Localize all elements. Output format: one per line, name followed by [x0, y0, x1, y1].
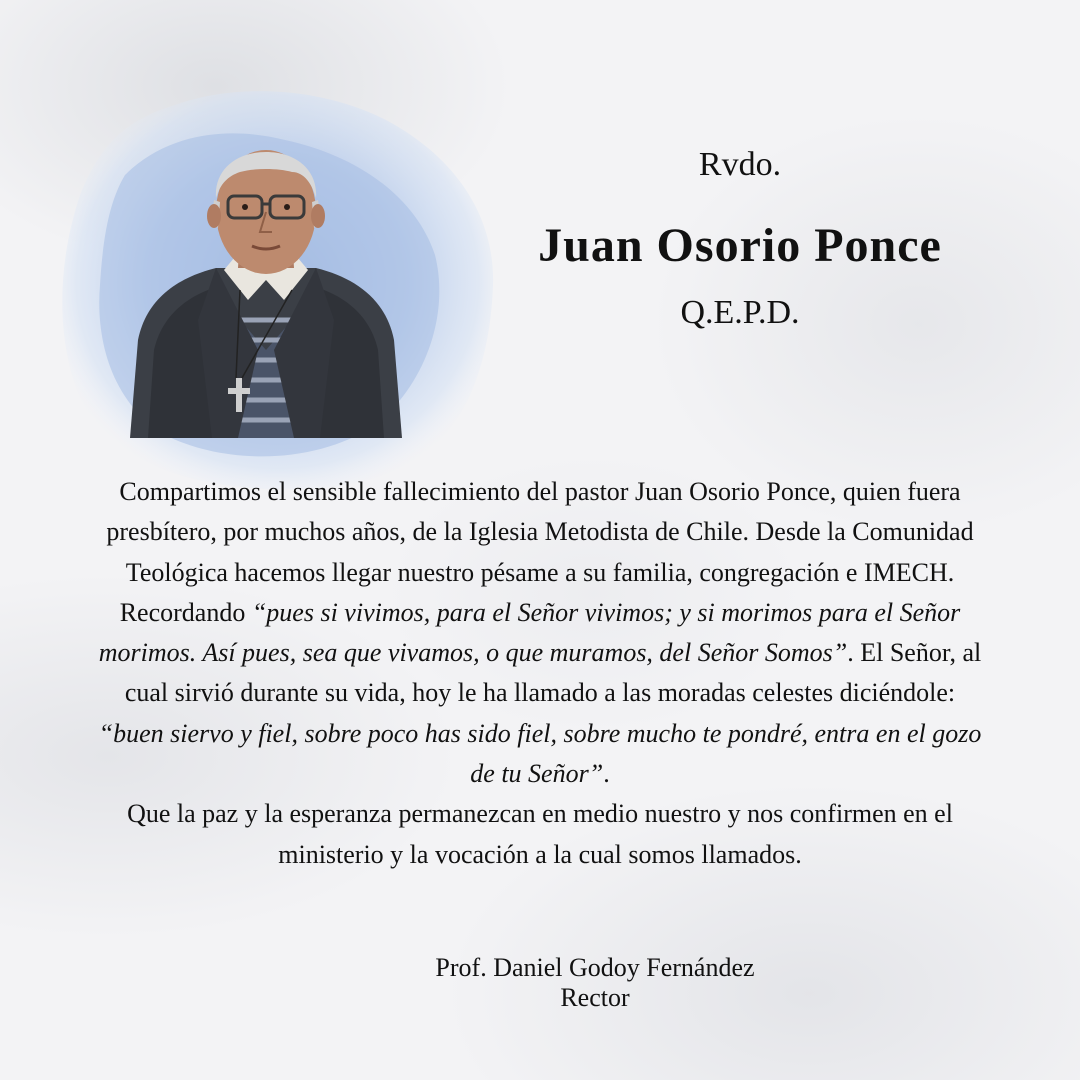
paragraph-1: Compartimos el sensible fallecimiento del pastor Juan Osorio Ponce, quien fuera presbítero, por muchos años, de la Iglesia Metodista de Chile. Desde la Comunidad Teológica hacemos llegar nuestro pésame a su familia, congregación e IMECH.: [106, 477, 974, 587]
paragraph-2-intro: Recordando: [119, 597, 252, 627]
paragraph-3: Que la paz y la esperanza permanezcan en medio nuestro y nos confirmen en el ministerio y la vocación a la cual somos llamados.: [127, 799, 953, 869]
deceased-name: Juan Osorio Ponce: [538, 219, 942, 272]
signature-block: [395, 953, 795, 1013]
bible-quote-2: “buen siervo y fiel, sobre poco has sido fiel, sobre mucho te pondré, entra en el gozo de tu Señor”: [98, 718, 982, 789]
signatory-role: Rector: [560, 983, 630, 1012]
qepd-text: Q.E.P.D.: [680, 294, 800, 331]
honorific-title: Rvdo.: [698, 146, 782, 183]
signatory-name: Prof. Daniel Godoy Fernández: [435, 953, 755, 982]
paragraph-2-mid: . El Señor, al cual sirvió durante su vida, hoy le ha llamado a las moradas celestes diciéndole:: [124, 638, 982, 708]
bible-quote-1: “pues si vivimos, para el Señor vivimos; y si morimos para el Señor morimos. Así pues, sea que vivamos, o que muramos, del Señor Somos”: [98, 597, 961, 668]
paragraph-2-end: .: [603, 759, 610, 789]
portrait-photo: [128, 150, 404, 438]
condolence-message: [95, 472, 985, 875]
